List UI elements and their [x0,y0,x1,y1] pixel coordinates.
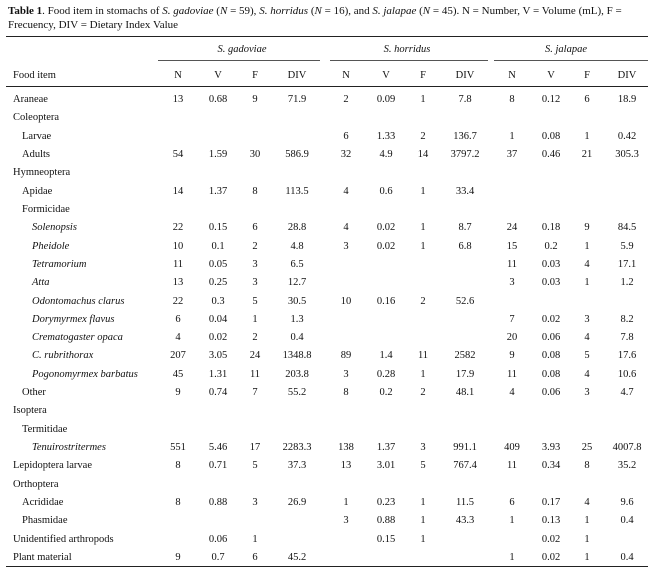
table-cell: 5 [252,296,258,307]
table-cell: 0.4 [290,332,304,343]
column-header-div: DIV [287,70,307,81]
table-cell: 0.17 [541,497,561,508]
column-header-n: N [342,70,350,81]
table-cell: 17.6 [617,350,637,361]
table-cell: 0.25 [208,277,228,288]
table-cell: 0.06 [541,387,561,398]
column-header-v: V [214,70,222,81]
table-cell: 586.9 [285,149,309,160]
table-cell: 0.02 [541,314,561,325]
table-cell: 8 [343,387,349,398]
table-cell: 0.16 [376,296,396,307]
table-cell: 0.34 [541,460,561,471]
table-cell: 0.02 [376,241,396,252]
table-cell: 52.6 [455,296,475,307]
table-cell: 13 [172,277,184,288]
table-cell: 11 [506,259,518,270]
caption-segment: ( [308,5,315,17]
table-cell: 11 [506,369,518,380]
table-cell: 113.5 [285,186,309,197]
food-item-name: Tetramorium [32,259,87,270]
table-cell: 6 [343,131,349,142]
table-cell: 6 [175,314,181,325]
table-cell: 0.08 [541,350,561,361]
table-cell: 25 [581,442,593,453]
table-cell: 0.06 [541,332,561,343]
column-header-div: DIV [455,70,475,81]
table-cell: 1 [584,552,590,563]
table-cell: 5 [584,350,590,361]
table-cell: 17.9 [455,369,475,380]
food-item-name: Araneae [13,94,48,105]
table-cell: 4 [584,369,590,380]
table-cell: 2283.3 [282,442,312,453]
table-cell: 37 [506,149,518,160]
food-item-name: Apidae [22,186,53,197]
table-cell: 0.02 [541,534,561,545]
table-cell: 551 [170,442,186,453]
table-cell: 0.1 [211,241,225,252]
table-cell: 138 [338,442,354,453]
food-item-name: Adults [22,149,51,160]
table-cell: 0.6 [379,186,393,197]
table-cell: 7.8 [458,94,472,105]
table-cell: 20 [506,332,518,343]
food-item-name: Solenopsis [32,222,77,233]
species-group-rule [158,60,320,61]
table-cell: 6 [252,222,258,233]
table-cell: 1.37 [376,442,396,453]
table-cell: 3 [343,515,349,526]
table-cell: 48.1 [455,387,475,398]
food-item-header: Food item [13,70,56,81]
table-cell: 3.01 [376,460,396,471]
table-cell: 0.09 [376,94,396,105]
table-cell: 9 [584,222,590,233]
table-cell: 10 [340,296,352,307]
top-rule [6,36,648,37]
table-cell: 6 [252,552,258,563]
table-cell: 1 [584,277,590,288]
table-cell: 0.88 [208,497,228,508]
food-item-name: Pogonomyrmex barbatus [32,369,138,380]
table-cell: 1 [420,241,426,252]
table-cell: 9 [252,94,258,105]
food-item-name: Pheidole [32,241,70,252]
column-header-div: DIV [617,70,637,81]
table-cell: 0.13 [541,515,561,526]
table-cell: 4 [509,387,515,398]
table-cell: 30 [249,149,261,160]
table-cell: 89 [340,350,352,361]
table-cell: 14 [172,186,184,197]
food-item-name: Lepidoptera larvae [13,460,92,471]
table-cell: 12.7 [287,277,307,288]
table-cell: 8.7 [458,222,472,233]
table-cell: 1 [252,314,258,325]
table-cell: 8 [252,186,258,197]
table-cell: 2 [420,387,426,398]
table-cell: 45 [172,369,184,380]
table-cell: 0.74 [208,387,228,398]
table-cell: 8 [509,94,515,105]
column-header-v: V [382,70,390,81]
table-cell: 4.8 [290,241,304,252]
table-cell: 4 [584,259,590,270]
table-cell: 4 [343,222,349,233]
table-caption [8,4,648,32]
table-cell: 1.37 [208,186,228,197]
table-cell: 3.05 [208,350,228,361]
table-cell: 3797.2 [450,149,480,160]
table-cell: 11 [417,350,429,361]
table-cell: 0.04 [208,314,228,325]
caption-segment: = 45). N = Number, V = Volume (mL), F = Frecuency, DIV = Dietary Index Value [8,5,622,31]
food-item-name: Odontomachus clarus [32,296,125,307]
food-item-name: Phasmidae [22,515,68,526]
table-cell: 15 [506,241,518,252]
table-cell: 0.15 [376,534,396,545]
food-item-name: C. rubrithorax [32,350,94,361]
bottom-rule [6,566,648,567]
table-cell: 1 [584,131,590,142]
food-item-name: Crematogaster opaca [32,332,123,343]
table-cell: 4 [584,332,590,343]
table-cell: 4 [343,186,349,197]
table-cell: 9 [509,350,515,361]
table-cell: 1.4 [379,350,393,361]
table-cell: 8 [175,460,181,471]
table-cell: 0.03 [541,259,561,270]
caption-segment: = 59), [227,5,260,17]
table-cell: 0.15 [208,222,228,233]
table-cell: 54 [172,149,184,160]
table-cell: 28.8 [287,222,307,233]
table-cell: 71.9 [287,94,307,105]
table-cell: 11 [172,259,184,270]
food-item-name: Other [22,387,46,398]
table-cell: 8 [175,497,181,508]
table-cell: 35.2 [617,460,637,471]
species-group-rule [330,60,488,61]
food-item-name: Atta [32,277,50,288]
table-cell: 30.5 [287,296,307,307]
food-item-name: Larvae [22,131,52,142]
food-item-name: Hymneoptera [13,167,71,178]
table-cell: 1.2 [620,277,634,288]
table-cell: 5.9 [620,241,634,252]
caption-segment: ( [416,5,423,17]
table-cell: 22 [172,296,184,307]
table-cell: 1.59 [208,149,228,160]
table-cell: 3 [509,277,515,288]
column-header-f: F [420,70,426,81]
table-cell: 11 [249,369,261,380]
table-cell: 0.71 [208,460,228,471]
table-cell: 9.6 [620,497,634,508]
table-cell: 0.03 [541,277,561,288]
table-cell: 1 [420,94,426,105]
table-cell: 136.7 [453,131,477,142]
food-item-name: Isoptera [13,405,47,416]
table-cell: 1.31 [208,369,228,380]
table-cell: 0.88 [376,515,396,526]
table-cell: 1.3 [290,314,304,325]
food-item-name: Unidentified arthropods [13,534,114,545]
table-cell: 4 [584,497,590,508]
food-item-name: Plant material [13,552,72,563]
table-cell: 0.08 [541,369,561,380]
table-cell: 0.4 [620,515,634,526]
food-item-name: Tenuirostritermes [32,442,106,453]
food-item-name: Orthoptera [13,479,59,490]
table-cell: 2 [420,131,426,142]
table-cell: 0.08 [541,131,561,142]
table-cell: 0.02 [376,222,396,233]
table-cell: 1 [420,222,426,233]
table-cell: 17 [249,442,261,453]
table-cell: 55.2 [287,387,307,398]
table-cell: 8 [584,460,590,471]
column-header-n: N [508,70,516,81]
table-cell: 14 [417,149,429,160]
table-cell: 0.02 [541,552,561,563]
species-group-rule [494,60,648,61]
food-item-name: Coleoptera [13,112,60,123]
table-cell: 1.33 [376,131,396,142]
table-cell: 2582 [454,350,476,361]
table-cell: 1 [252,534,258,545]
table-cell: 1 [584,534,590,545]
table-cell: 1 [420,515,426,526]
table-cell: 18.9 [617,94,637,105]
table-cell: 22 [172,222,184,233]
table-cell: 0.2 [544,241,558,252]
column-header-v: V [547,70,555,81]
table-cell: 21 [581,149,593,160]
table-cell: 1348.8 [282,350,312,361]
food-item-name: Termitidae [22,424,68,435]
table-cell: 17.1 [617,259,637,270]
table-cell: 207 [170,350,186,361]
column-header-f: F [584,70,590,81]
caption-segment: N [422,5,431,17]
caption-segment: = 16), and [321,5,373,17]
table-cell: 1 [343,497,349,508]
table-cell: 1 [584,515,590,526]
caption-segment: N [314,5,322,17]
table-cell: 767.4 [453,460,477,471]
table-cell: 2 [420,296,426,307]
table-cell: 0.28 [376,369,396,380]
column-header-n: N [174,70,182,81]
food-item-name: Formicidae [22,204,70,215]
table-cell: 5 [252,460,258,471]
table-cell: 1 [420,369,426,380]
table-cell: 3 [343,241,349,252]
species-header: S. jalapae [545,44,587,55]
table-cell: 2 [252,241,258,252]
table-cell: 5.46 [208,442,228,453]
table-cell: 10 [172,241,184,252]
table-cell: 8.2 [620,314,634,325]
table-cell: 0.23 [376,497,396,508]
table-cell: 2 [252,332,258,343]
table-cell: 13 [172,94,184,105]
header-rule [6,86,648,87]
table-cell: 45.2 [287,552,307,563]
table-cell: 24 [249,350,261,361]
table-cell: 0.02 [208,332,228,343]
species-header: S. horridus [383,44,431,55]
caption-segment: S. horridus [259,5,309,17]
table-cell: 13 [340,460,352,471]
table-cell: 5 [420,460,426,471]
table-cell: 1 [509,552,515,563]
table-cell: 3 [584,314,590,325]
table-cell: 6.5 [290,259,304,270]
caption-segment: S. jalapae [372,5,417,17]
table-cell: 0.4 [620,552,634,563]
table-cell: 6 [509,497,515,508]
caption-segment: S. gadoviae [162,5,214,17]
table-cell: 0.42 [617,131,637,142]
table-label: Table 1 [8,5,43,17]
table-cell: 3 [584,387,590,398]
table-cell: 4 [175,332,181,343]
table-cell: 6.8 [458,241,472,252]
table-cell: 24 [506,222,518,233]
table-cell: 1 [509,131,515,142]
table-cell: 0.12 [541,94,561,105]
table-cell: 9 [175,387,181,398]
table-cell: 3 [252,259,258,270]
table-cell: 3 [420,442,426,453]
table-cell: 1 [509,515,515,526]
table-cell: 32 [340,149,352,160]
table-cell: 1 [420,186,426,197]
table-cell: 1 [420,497,426,508]
table-cell: 7 [509,314,515,325]
table-cell: 4007.8 [612,442,642,453]
table-cell: 991.1 [453,442,477,453]
table-cell: 10.6 [617,369,637,380]
table-cell: 37.3 [287,460,307,471]
table-cell: 11.5 [456,497,474,508]
table-cell: 7.8 [620,332,634,343]
caption-segment: ( [213,5,220,17]
table-cell: 84.5 [617,222,637,233]
food-item-name: Acrididae [22,497,64,508]
table-cell: 0.46 [541,149,561,160]
food-item-name: Dorymyrmex flavus [32,314,115,325]
table-cell: 0.06 [208,534,228,545]
table-cell: 0.18 [541,222,561,233]
table-cell: 7 [252,387,258,398]
table-cell: 0.2 [379,387,393,398]
table-cell: 0.7 [211,552,225,563]
table-cell: 6 [584,94,590,105]
table-cell: 0.3 [211,296,225,307]
table-cell: 3 [252,497,258,508]
table-cell: 1 [420,534,426,545]
table-cell: 4.7 [620,387,634,398]
table-cell: 11 [506,460,518,471]
caption-segment: . Food item in stomachs of [42,5,163,17]
column-header-f: F [252,70,258,81]
table-cell: 3 [252,277,258,288]
table-cell: 3.93 [541,442,561,453]
table-cell: 1 [584,241,590,252]
table-cell: 43.3 [455,515,475,526]
table-cell: 2 [343,94,349,105]
table-cell: 4.9 [379,149,393,160]
caption-segment: N [219,5,228,17]
table-cell: 409 [504,442,520,453]
table-cell: 3 [343,369,349,380]
caption-text [8,5,622,31]
table-cell: 9 [175,552,181,563]
table-cell: 0.05 [208,259,228,270]
species-header: S. gadoviae [217,44,267,55]
table-cell: 305.3 [615,149,639,160]
table-cell: 0.68 [208,94,228,105]
table-cell: 26.9 [287,497,307,508]
table-cell: 33.4 [455,186,475,197]
table-cell: 203.8 [285,369,309,380]
